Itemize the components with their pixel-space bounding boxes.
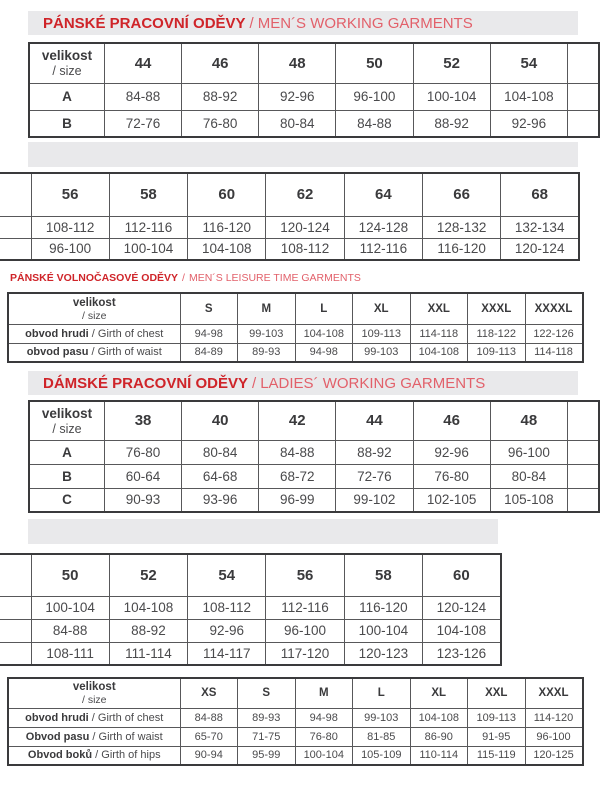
cut-off-cell [568, 440, 599, 464]
column-header: 50 [336, 43, 413, 83]
column-header: 52 [109, 554, 187, 596]
cut-off-cell [0, 173, 31, 216]
size-range-cell: 65-70 [180, 727, 238, 746]
size-range-cell: 90-94 [180, 746, 238, 765]
size-range-cell: 88-92 [182, 83, 259, 110]
size-range-cell: 99-103 [353, 343, 411, 362]
column-header: 58 [344, 554, 422, 596]
row-label: A [29, 440, 105, 464]
size-range-cell: 104-108 [188, 238, 266, 260]
size-range-cell: 81-85 [353, 727, 411, 746]
column-header: 48 [259, 43, 336, 83]
size-range-cell: 109-113 [353, 324, 411, 343]
size-range-cell: 92-96 [259, 83, 336, 110]
section-title-en: LADIES´ WORKING GARMENTS [260, 374, 486, 392]
size-range-cell: 114-117 [188, 642, 266, 665]
size-range-cell: 60-64 [105, 464, 182, 488]
column-header: S [238, 678, 296, 708]
size-range-cell: 84-88 [336, 110, 413, 137]
size-range-cell: 104-108 [109, 596, 187, 619]
table-row [29, 83, 599, 110]
column-header: 46 [413, 401, 490, 440]
column-header: M [238, 293, 296, 324]
size-range-cell: 89-93 [238, 708, 296, 727]
size-range-cell: 92-96 [188, 619, 266, 642]
size-range-cell: 89-93 [238, 343, 296, 362]
cut-off-cell [568, 83, 599, 110]
size-corner-cell: velikost / size [8, 293, 180, 324]
size-range-cell: 108-111 [31, 642, 109, 665]
size-range-cell: 104-108 [295, 324, 353, 343]
row-label: B [29, 464, 105, 488]
cut-off-cell [0, 216, 31, 238]
row-label: B [29, 110, 105, 137]
size-range-cell: 114-120 [525, 708, 583, 727]
column-header: 46 [182, 43, 259, 83]
size-range-cell: 96-100 [266, 619, 344, 642]
header-row [0, 173, 579, 216]
cut-off-cell [0, 596, 31, 619]
size-range-cell: 108-112 [188, 596, 266, 619]
table-row [0, 596, 501, 619]
column-header: 50 [31, 554, 109, 596]
column-header: 54 [188, 554, 266, 596]
size-range-cell: 91-95 [468, 727, 526, 746]
column-header: 60 [188, 173, 266, 216]
size-range-cell: 111-114 [109, 642, 187, 665]
size-range-cell: 109-113 [468, 343, 526, 362]
table-row [0, 642, 501, 665]
size-range-cell: 84-88 [105, 83, 182, 110]
column-header: M [295, 678, 353, 708]
size-range-cell: 84-88 [259, 440, 336, 464]
size-range-cell: 72-76 [336, 464, 413, 488]
size-range-cell: 112-116 [344, 238, 422, 260]
size-corner-cell: velikost / size [29, 43, 105, 83]
size-range-cell: 108-112 [266, 238, 344, 260]
size-range-cell: 110-114 [410, 746, 468, 765]
section-title-mens-leisure [10, 270, 361, 286]
section-title-cz: PÁNSKÉ VOLNOČASOVÉ ODĚVY [10, 272, 179, 284]
row-label: Obvod pasu / Girth of waist [8, 727, 180, 746]
size-range-cell: 80-84 [182, 440, 259, 464]
section-title-en: MEN´S WORKING GARMENTS [257, 14, 473, 32]
table-row [8, 727, 583, 746]
ladies-letter-sizes-table [7, 677, 584, 766]
size-range-cell: 118-122 [468, 324, 526, 343]
size-range-cell: 115-119 [468, 746, 526, 765]
section-title-mens-working [28, 11, 578, 35]
header-row [29, 43, 599, 83]
size-range-cell: 108-112 [31, 216, 109, 238]
size-range-cell: 114-118 [525, 343, 583, 362]
size-range-cell: 104-108 [422, 619, 500, 642]
size-range-cell: 120-124 [422, 596, 500, 619]
size-range-cell: 90-93 [105, 488, 182, 512]
section-title-cz: PÁNSKÉ PRACOVNÍ ODĚVY [43, 14, 246, 32]
size-range-cell: 117-120 [266, 642, 344, 665]
size-range-cell: 120-124 [266, 216, 344, 238]
column-header: 68 [501, 173, 579, 216]
column-header: S [180, 293, 238, 324]
size-range-cell: 96-100 [336, 83, 413, 110]
column-header: 44 [105, 43, 182, 83]
row-label: A [29, 83, 105, 110]
column-header: 48 [490, 401, 567, 440]
column-header: L [353, 678, 411, 708]
cut-off-cell [0, 619, 31, 642]
section-continuation-bar [28, 142, 578, 167]
cut-off-cell [568, 464, 599, 488]
size-range-cell: 96-100 [490, 440, 567, 464]
cut-off-cell [0, 554, 31, 596]
size-range-cell: 71-75 [238, 727, 296, 746]
size-range-cell: 100-104 [413, 83, 490, 110]
column-header: 38 [105, 401, 182, 440]
size-range-cell: 96-99 [259, 488, 336, 512]
size-range-cell: 120-124 [501, 238, 579, 260]
size-range-cell: 116-120 [344, 596, 422, 619]
column-header: 58 [109, 173, 187, 216]
size-range-cell: 84-88 [180, 708, 238, 727]
column-header: XXL [410, 293, 468, 324]
column-header: XXXL [525, 678, 583, 708]
table-row [29, 488, 599, 512]
size-range-cell: 128-132 [422, 216, 500, 238]
size-range-cell: 72-76 [105, 110, 182, 137]
section-title-en: MEN´S LEISURE TIME GARMENTS [188, 272, 361, 284]
column-header: 54 [490, 43, 567, 83]
size-range-cell: 68-72 [259, 464, 336, 488]
size-range-cell: 104-108 [410, 708, 468, 727]
table-row [0, 238, 579, 260]
size-range-cell: 100-104 [31, 596, 109, 619]
column-header: 56 [31, 173, 109, 216]
title-divider: / [252, 374, 257, 392]
size-range-cell: 100-104 [344, 619, 422, 642]
size-range-cell: 86-90 [410, 727, 468, 746]
size-range-cell: 76-80 [413, 464, 490, 488]
table-row [8, 343, 583, 362]
size-corner-cell: velikost / size [29, 401, 105, 440]
size-range-cell: 114-118 [410, 324, 468, 343]
table-row [29, 464, 599, 488]
size-range-cell: 80-84 [490, 464, 567, 488]
ladies-working-sizes-table-38-48 [28, 400, 600, 513]
size-range-cell: 76-80 [295, 727, 353, 746]
column-header: XXXL [468, 293, 526, 324]
table-row [8, 324, 583, 343]
section-title-cz: DÁMSKÉ PRACOVNÍ ODĚVY [43, 374, 249, 392]
size-range-cell: 95-99 [238, 746, 296, 765]
row-label: obvod pasu / Girth of waist [8, 343, 180, 362]
column-header: 44 [336, 401, 413, 440]
column-header: 40 [182, 401, 259, 440]
size-range-cell: 96-100 [525, 727, 583, 746]
cut-off-cell [568, 401, 599, 440]
size-range-cell: 132-134 [501, 216, 579, 238]
mens-leisure-sizes-table [7, 292, 584, 363]
size-range-cell: 94-98 [295, 708, 353, 727]
table-row [8, 746, 583, 765]
size-range-cell: 122-126 [525, 324, 583, 343]
size-range-cell: 100-104 [109, 238, 187, 260]
size-range-cell: 76-80 [182, 110, 259, 137]
column-header: XXL [468, 678, 526, 708]
size-range-cell: 104-108 [490, 83, 567, 110]
header-row [0, 554, 501, 596]
size-range-cell: 124-128 [344, 216, 422, 238]
column-header: 66 [422, 173, 500, 216]
size-range-cell: 99-103 [238, 324, 296, 343]
size-range-cell: 64-68 [182, 464, 259, 488]
column-header: XL [353, 293, 411, 324]
size-range-cell: 92-96 [413, 440, 490, 464]
mens-working-sizes-table-44-54 [28, 42, 600, 138]
cut-off-cell [0, 238, 31, 260]
size-range-cell: 96-100 [31, 238, 109, 260]
size-range-cell: 99-102 [336, 488, 413, 512]
column-header: L [295, 293, 353, 324]
size-range-cell: 99-103 [353, 708, 411, 727]
size-range-cell: 76-80 [105, 440, 182, 464]
size-range-cell: 84-88 [31, 619, 109, 642]
column-header: XS [180, 678, 238, 708]
column-header: 52 [413, 43, 490, 83]
size-range-cell: 120-125 [525, 746, 583, 765]
size-range-cell: 116-120 [422, 238, 500, 260]
size-range-cell: 105-108 [490, 488, 567, 512]
row-label: obvod hrudi / Girth of chest [8, 324, 180, 343]
size-range-cell: 123-126 [422, 642, 500, 665]
cut-off-cell [0, 642, 31, 665]
table-row [0, 216, 579, 238]
header-row [8, 293, 583, 324]
header-row [29, 401, 599, 440]
row-label: obvod hrudi / Girth of chest [8, 708, 180, 727]
size-range-cell: 120-123 [344, 642, 422, 665]
size-range-cell: 88-92 [413, 110, 490, 137]
column-header: 42 [259, 401, 336, 440]
size-range-cell: 94-98 [295, 343, 353, 362]
size-range-cell: 84-89 [180, 343, 238, 362]
cut-off-cell [568, 43, 599, 83]
table-row [8, 708, 583, 727]
column-header: 60 [422, 554, 500, 596]
table-row [29, 440, 599, 464]
table-row [0, 619, 501, 642]
size-range-cell: 93-96 [182, 488, 259, 512]
header-row [8, 678, 583, 708]
column-header: 56 [266, 554, 344, 596]
title-divider: / [182, 272, 185, 284]
size-range-cell: 112-116 [266, 596, 344, 619]
table-row [29, 110, 599, 137]
size-range-cell: 116-120 [188, 216, 266, 238]
cut-off-cell [568, 488, 599, 512]
column-header: 62 [266, 173, 344, 216]
column-header: 64 [344, 173, 422, 216]
row-label: Obvod boků / Girth of hips [8, 746, 180, 765]
cut-off-cell [568, 110, 599, 137]
row-label: C [29, 488, 105, 512]
title-divider: / [249, 14, 254, 32]
ladies-working-sizes-table-50-60 [0, 553, 502, 666]
column-header: XL [410, 678, 468, 708]
size-range-cell: 92-96 [490, 110, 567, 137]
size-range-cell: 94-98 [180, 324, 238, 343]
size-range-cell: 88-92 [336, 440, 413, 464]
size-range-cell: 88-92 [109, 619, 187, 642]
size-range-cell: 104-108 [410, 343, 468, 362]
mens-working-sizes-table-56-68 [0, 172, 580, 261]
section-continuation-bar [28, 519, 498, 544]
size-range-cell: 105-109 [353, 746, 411, 765]
column-header: XXXXL [525, 293, 583, 324]
size-range-cell: 100-104 [295, 746, 353, 765]
size-range-cell: 112-116 [109, 216, 187, 238]
size-corner-cell: velikost / size [8, 678, 180, 708]
section-title-ladies-working [28, 371, 578, 395]
size-range-cell: 102-105 [413, 488, 490, 512]
size-range-cell: 80-84 [259, 110, 336, 137]
size-range-cell: 109-113 [468, 708, 526, 727]
